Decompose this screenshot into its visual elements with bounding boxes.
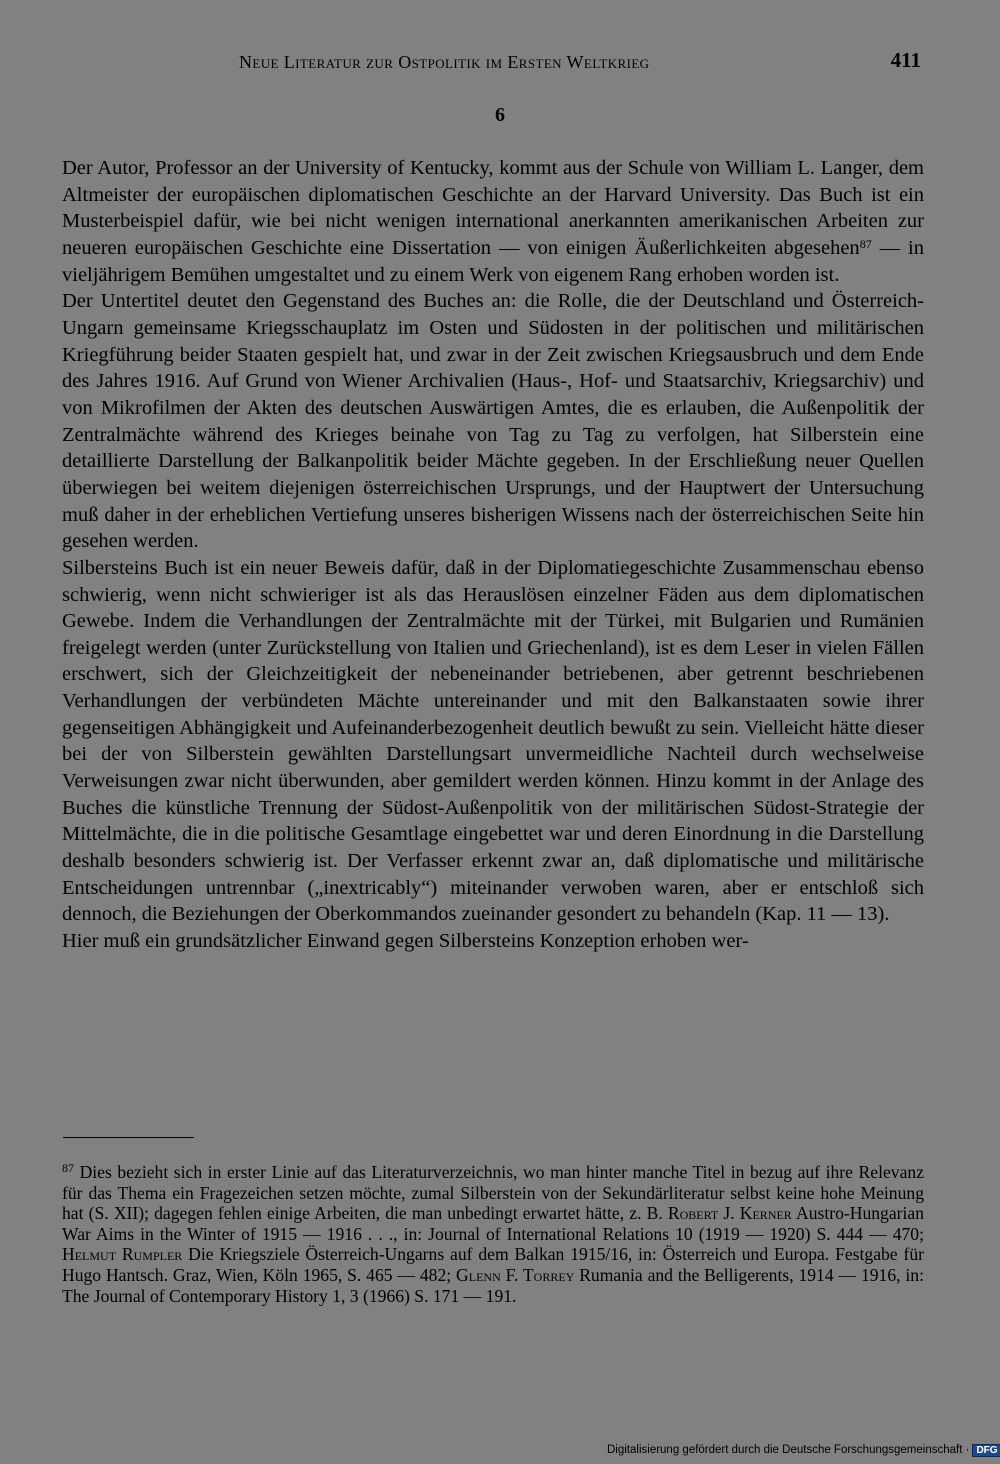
dfg-logo: DFG [972, 1444, 1000, 1457]
running-header: Neue Literatur zur Ostpolitik im Ersten Weltkrieg [239, 52, 650, 72]
paragraph-1-text-a: Der Autor, Professor an der University of Kentucky, kommt aus der Schule von William L. Langer, dem Altmeister der europäischen diplomatischen Geschichte an der Harvard University. Das Buch ist ein Musterbeispiel dafür, wie bei nicht wenigen international anerkannten amerikanischen Arbeiten zur neueren europäischen Geschichte eine Dissertation — von einigen Äußerlichkeiten abgesehen [62, 157, 924, 259]
footnote-marker: 87 [62, 1161, 74, 1175]
paragraph-1-text-b: — in vieljährigem Bemühen umgestaltet und zu einem Werk von eigenem Rang erhoben worden ist. [62, 236, 924, 286]
main-text [62, 155, 924, 955]
footnote-separator [63, 1137, 194, 1138]
digitization-credit [607, 1444, 1000, 1457]
footnote-text-2: Austro-Hungarian War Aims in the Winter of 1915 — 1916 . . ., in: Journal of International Relations 10 (1919 — 1920) S. 444 — 470; [62, 1203, 925, 1244]
footnote-author-kerner: Robert J. Kerner [667, 1203, 792, 1224]
footnote-87 [62, 1162, 924, 1306]
footnote-text-3: Die Kriegsziele Österreich-Ungarns auf dem Balkan 1915/16, in: Österreich und Europa. Festgabe für Hugo Hantsch. Graz, Wien, Köln 1965, S. 465 — 482; [62, 1244, 924, 1285]
footnote-ref-87: 87 [859, 236, 872, 251]
footnote-text-4: Rumania and the Belligerents, 1914 — 1916, in: The Journal of Contemporary History 1, 3 (1966) S. 171 — 191. [62, 1264, 924, 1306]
footnote-text-1: Dies bezieht sich in erster Linie auf das Literaturverzeichnis, wo man hinter manche Titel in bezug auf ihre Relevanz für das Thema ein Fragezeichen setzen möchte, zumal Silberstein von der Sekundärliteratur selbst keine hohe Meinung hat (S. XII); dagegen fehlen einige Arbeiten, die man unbedingt erwartet hätte, z. B. [62, 1162, 924, 1224]
credit-text: Digitalisierung gefördert durch die Deutsche Forschungsgemeinschaft · [607, 1444, 970, 1456]
paragraph-4: Hier muß ein grundsätzlicher Einwand gegen Silbersteins Konzeption erhoben wer- [62, 930, 749, 953]
footnote-author-rumpler: Helmut Rumpler [62, 1244, 183, 1265]
footnote-author-torrey: Glenn F. Torrey [456, 1264, 575, 1285]
section-number: 6 [495, 104, 505, 126]
paragraph-2: Der Untertitel deutet den Gegenstand des Buches an: die Rolle, die der Deutschland und Österreich-Ungarn gemeinsame Kriegsschauplatz im Osten und Südosten in der politischen und militärischen Kriegführung beider Staaten gespielt hat, und zwar in der Zeit zwischen Kriegsausbruch und dem Ende des Jahres 1916. Auf Grund von Wiener Archivalien (Haus-, Hof- und Staatsarchiv, Kriegsarchiv) und von Mikrofilmen der Akten des deutschen Auswärtigen Amtes, die es erlauben, die Außenpolitik der Zentralmächte während des Krieges beinahe von Tag zu Tag zu verfolgen, hat Silberstein eine detaillierte Darstellung der Balkanpolitik beider Mächte gegeben. In der Erschließung neuer Quellen überwiegen bei weitem diejenigen österreichischen Ursprungs, und der Hauptwert der Untersuchung muß daher in der erheblichen Vertiefung unseres bisherigen Wissens nach der österreichischen Seite hin gesehen werden. [62, 290, 924, 553]
page-number: 411 [890, 48, 921, 72]
paragraph-3: Silbersteins Buch ist ein neuer Beweis dafür, daß in der Diplomatiegeschichte Zusammenschau ebenso schwierig, wenn nicht schwieriger ist als das Herauslösen einzelner Fäden aus dem diplomatischen Gewebe. Indem die Verhandlungen der Zentralmächte mit der Türkei, mit Bulgarien und Rumänien freigelegt werden (unter Zurückstellung von Italien und Griechenland), ist es dem Leser in vielen Fällen erschwert, sich der Gleichzeitigkeit der nebeneinander betriebenen, aber getrennt beschriebenen Verhandlungen der verbündeten Mächte untereinander und mit den Balkanstaaten sowie ihrer gegenseitigen Abhängigkeit und Aufeinanderbezogenheit deutlich bewußt zu sein. Vielleicht hätte dieser bei der von Silberstein gewählten Darstellungsart unvermeidliche Nachteil durch wechselweise Verweisungen zwar nicht überwunden, aber gemildert werden können. Hinzu kommt in der Anlage des Buches die künstliche Trennung der Südost-Außenpolitik von der militärischen Südost-Strategie der Mittelmächte, die in die politische Gesamtlage eingebettet war und deren Einordnung in die Darstellung deshalb besonders schwierig ist. Der Verfasser erkennt zwar an, daß diplomatische und militärische Entscheidungen untrennbar („inextricably“) miteinander verwoben waren, aber er entschloß sich dennoch, die Beziehungen der Oberkommandos zueinander gesondert zu behandeln (Kap. 11 — 13). [62, 556, 924, 926]
paragraph-1 [62, 155, 924, 288]
